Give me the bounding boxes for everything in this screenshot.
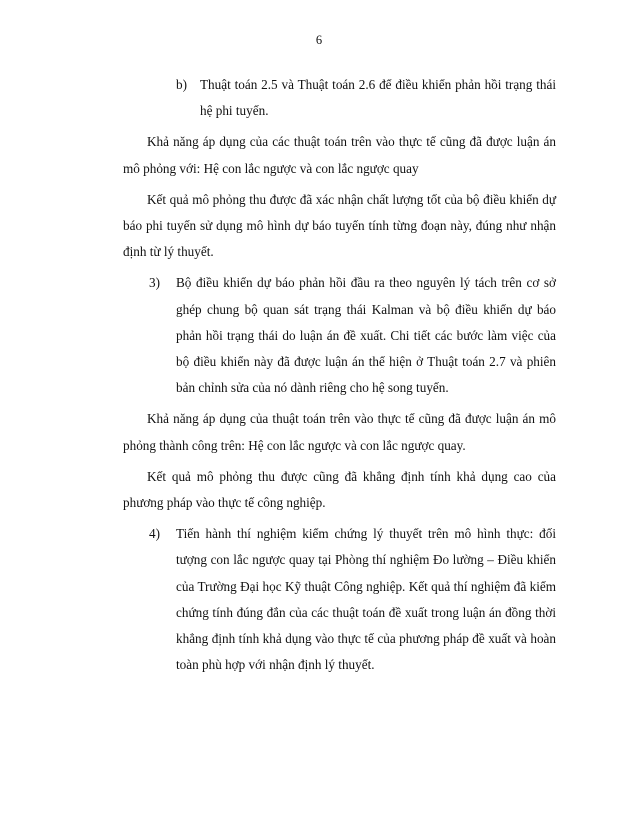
paragraph: Khả năng áp dụng của thuật toán trên vào thực tế cũng đã được luận án mô phỏng thành công trên: Hệ con lắc ngược và con lắc ngược quay. <box>123 411 556 453</box>
list-item-text: Tiến hành thí nghiệm kiểm chứng lý thuyết trên mô hình thực: đối tượng con lắc ngược quay tại Phòng thí nghiệm Đo lường – Điều khiển của Trường Đại học Kỹ thuật Công nghiệp. Kết quả thí nghiệm đã kiểm chứng tính đúng đắn của các thuật toán đề xuất trong luận án đồng thời khẳng định tính khả dụng vào thực tế của phương pháp đề xuất và hoàn toàn phù hợp với nhận định lý thuyết. <box>176 526 556 673</box>
list-item-text: Bộ điều khiển dự báo phản hồi đầu ra theo nguyên lý tách trên cơ sở ghép chung bộ quan sát trạng thái Kalman và bộ điều khiển dự báo phản hồi trạng thái do luận án đề xuất. Chi tiết các bước làm việc của bộ điều khiển này đã được luận án thể hiện ở Thuật toán 2.7 và phiên bản chỉnh sửa của nó dành riêng cho hệ song tuyến. <box>176 275 556 396</box>
paragraph: Kết quả mô phỏng thu được đã xác nhận chất lượng tốt của bộ điều khiển dự báo phi tuyến sử dụng mô hình dự báo tuyến tính từng đoạn này, đúng như nhận định từ lý thuyết. <box>123 191 556 260</box>
list-item-4 <box>123 521 556 678</box>
list-item-b <box>123 72 556 124</box>
paragraph: Kết quả mô phỏng thu được cũng đã khẳng định tính khả dụng cao của phương pháp vào thực tế công nghiệp. <box>123 468 556 511</box>
page-number: 6 <box>315 33 323 47</box>
page-content <box>123 72 556 683</box>
list-marker: b) <box>176 77 187 92</box>
list-marker: 4) <box>149 526 160 542</box>
list-item-text: Thuật toán 2.5 và Thuật toán 2.6 để điều khiển phản hồi trạng thái hệ phi tuyến. <box>200 77 556 119</box>
paragraph: Khả năng áp dụng của các thuật toán trên vào thực tế cũng đã được luận án mô phỏng với: Hệ con lắc ngược và con lắc ngược quay <box>123 134 556 176</box>
list-marker: 3) <box>149 275 160 291</box>
list-item-3 <box>123 270 556 401</box>
